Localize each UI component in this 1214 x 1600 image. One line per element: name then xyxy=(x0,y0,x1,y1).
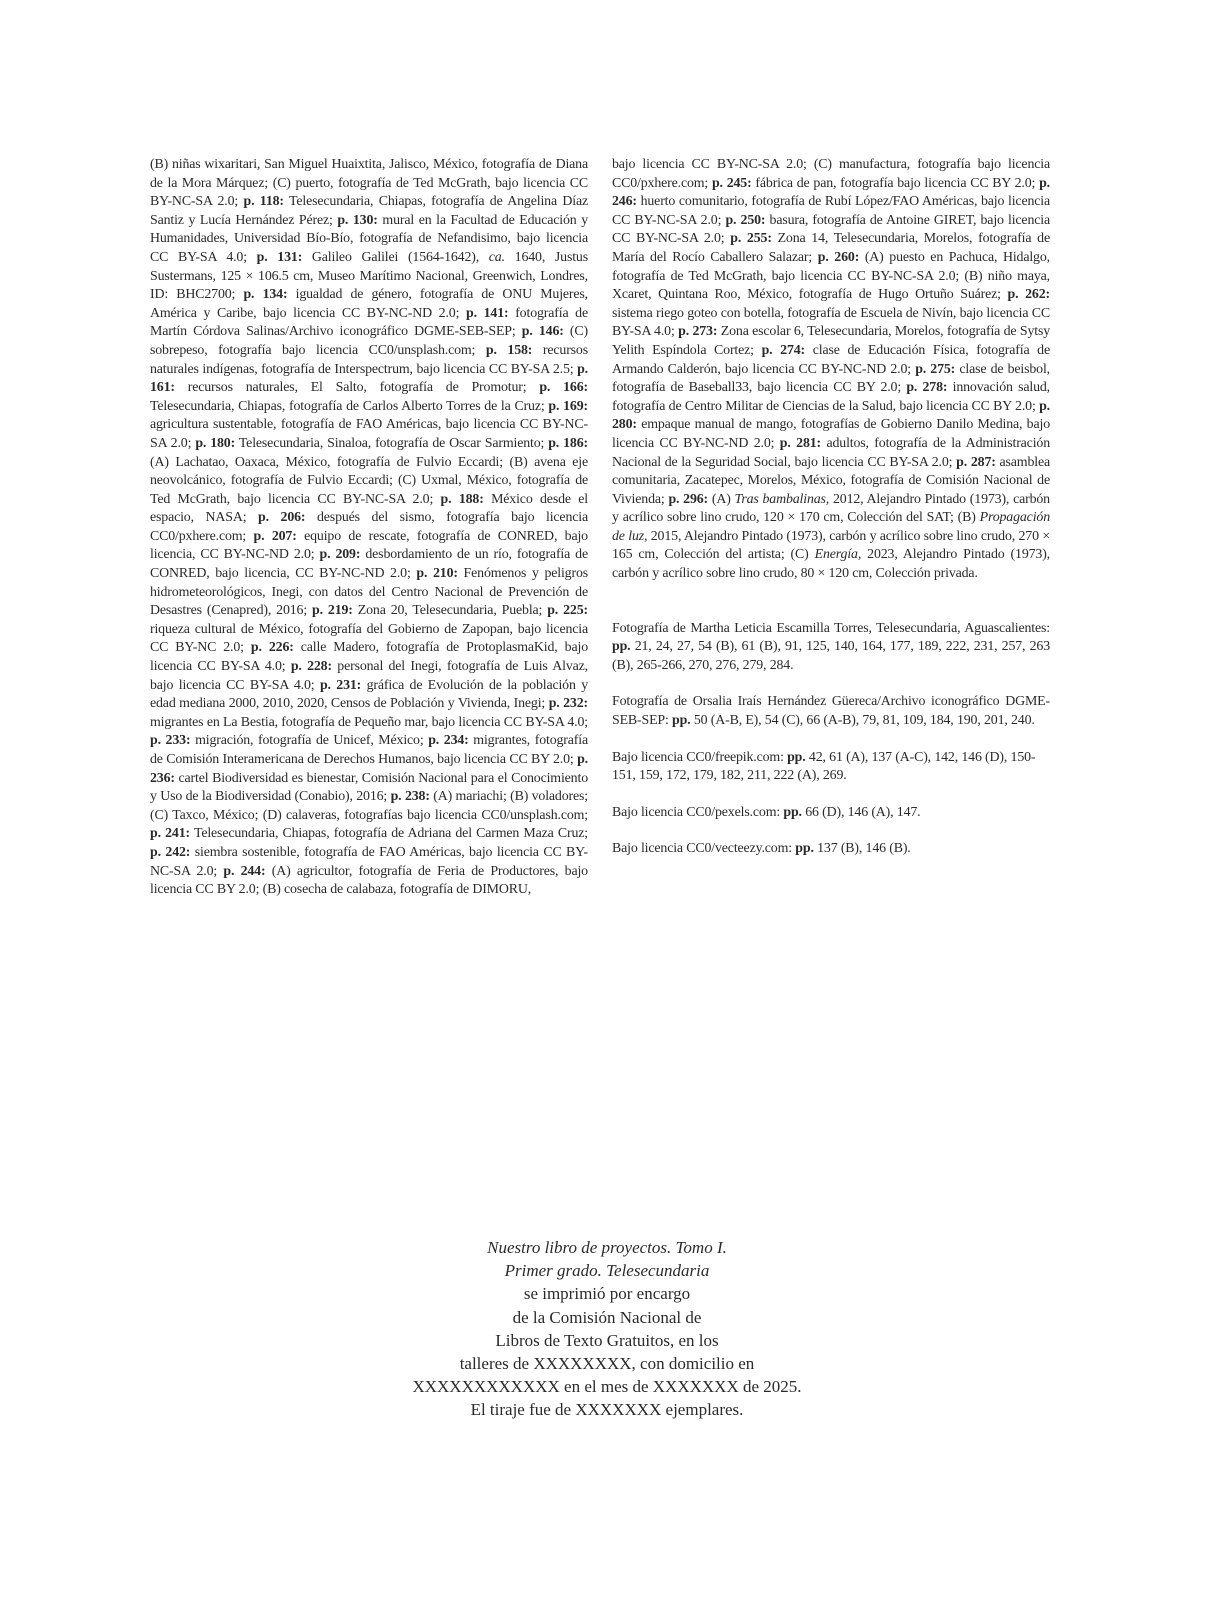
credit-text: 50 (A-B, E), 54 (C), 66 (A-B), 79, 81, 109, 184, 190, 201, 240. xyxy=(690,713,1035,729)
page-reference: p. 236: xyxy=(150,752,588,786)
page-reference: p. 131: xyxy=(256,249,303,265)
credit-text: gráfica de Evolución de la población y edad mediana 2000, 2010, 2020, Censos de Población y Vivienda, Inegi; xyxy=(150,677,589,712)
page-reference: p. 274: xyxy=(761,342,806,358)
credit-text: Fotografía de Orsalia Iraís Hernández Güereca/Archivo iconográfico DGME-SEB-SEP: xyxy=(612,694,1050,729)
page-reference: p. 234: xyxy=(428,733,469,749)
credit-text: 66 (D), 146 (A), 147. xyxy=(801,804,921,820)
credit-text: huerto comunitario, fotografía de Rubí López/FAO Américas, bajo licencia CC BY-NC-SA 2.0; xyxy=(612,194,1050,228)
page-reference: p. 250: xyxy=(725,212,766,228)
page-reference: pp. xyxy=(795,841,814,857)
credit-text: desbordamiento de un río, fotografía de CONRED, bajo licencia, CC BY-NC-ND 2.0; xyxy=(150,547,588,582)
colophon-subtitle: Primer grado. Telesecundaria xyxy=(504,1261,710,1281)
italic-text: Tras bambalinas, xyxy=(734,491,830,507)
credit-text: igualdad de género, fotografía de ONU Mujeres, América y Caribe, bajo licencia CC BY-NC-ND 2.0; xyxy=(150,287,588,321)
spacer xyxy=(612,786,1050,804)
pexels-credit xyxy=(612,804,1050,823)
credit-text: 42, 61 (A), 137 (A-C), 142, 146 (D), 150-151, 159, 172, 179, 182, 211, 222 (A), 269. xyxy=(612,749,1036,784)
page-reference: p. 281: xyxy=(779,435,822,451)
credit-text: 2015, Alejandro Pintado (1973), carbón y acrílico sobre lino crudo, 270 × 165 cm, Colección del artista; (C) xyxy=(612,528,1050,563)
page-reference: pp. xyxy=(612,639,631,655)
credits-paragraph-left xyxy=(150,156,588,900)
credit-text: personal del Inegi, fotografía de Luis Alvaz, bajo licencia CC BY-SA 4.0; xyxy=(150,659,588,693)
credit-text: cartel Biodiversidad es bienestar, Comisión Nacional para el Conocimiento y Uso de la Biodiversidad (Conabio), 2016; xyxy=(150,770,588,805)
credit-text: Telesecundaria, Chiapas, fotografía de Angelina Díaz Santiz y Lucía Hernández Pérez; xyxy=(150,194,588,228)
credits-left-column xyxy=(150,156,588,900)
page-reference: p. 232: xyxy=(548,696,588,712)
credit-text: (A) mariachi; (B) voladores; (C) Taxco, México; (D) calaveras, fotografías bajo licencia CC0/unsplash.com; xyxy=(150,789,588,823)
credit-text: 2023, Alejandro Pintado (1973), carbón y acrílico sobre lino crudo, 80 × 120 cm, Colección privada. xyxy=(612,547,1051,582)
page-reference: p. 130: xyxy=(337,212,378,228)
credit-text: clase de beisbol, fotografía de Baseball33, bajo licencia CC BY 2.0; xyxy=(612,361,1050,396)
credit-text: sistema riego goteo con botella, fotografía de Escuela de Nivín, bajo licencia CC BY-SA 4.0; xyxy=(612,305,1050,340)
spacer xyxy=(612,731,1050,749)
page-reference: p. 141: xyxy=(466,305,509,321)
page-reference: p. 241: xyxy=(150,826,190,842)
credit-text: 21, 24, 27, 54 (B), 61 (B), 91, 125, 140, 164, 177, 189, 222, 231, 257, 263 (B), 265-266, 270, 276, 279, 284. xyxy=(612,639,1050,673)
credit-text: (C) sobrepeso, fotografía bajo licencia CC0/unsplash.com; xyxy=(150,324,588,358)
colophon-print-run: El tiraje fue de XXXXXXX ejemplares. xyxy=(470,1400,744,1420)
spacer xyxy=(612,675,1050,693)
credit-text: asamblea comunitaria, Zacatepec, Morelos, México, fotografía de Comisión Nacional de Vivienda; xyxy=(612,454,1050,507)
colophon-line: de la Comisión Nacional de xyxy=(512,1307,702,1327)
page-reference: p. 260: xyxy=(817,249,860,265)
page-reference: p. 244: xyxy=(223,863,266,879)
credit-text: siembra sostenible, fotografía de FAO Américas, bajo licencia CC BY-NC-SA 2.0; xyxy=(150,844,588,879)
page-reference: p. 273: xyxy=(678,324,718,340)
credit-text: Galileo Galilei (1564-1642), xyxy=(302,249,489,265)
page-reference: p. 207: xyxy=(253,528,297,544)
credit-text: agricultura sustentable, fotografía de FAO Américas, bajo licencia CC BY-NC-SA 2.0; xyxy=(150,417,588,451)
credit-text: fotografía de Martín Córdova Salinas/Archivo iconográfico DGME-SEB-SEP; xyxy=(150,305,588,340)
credit-text: basura, fotografía de Antoine GIRET, bajo licencia CC BY-NC-SA 2.0; xyxy=(612,212,1050,247)
credit-text: 137 (B), 146 (B). xyxy=(813,841,911,857)
freepik-credit xyxy=(612,749,1050,786)
page-reference: p. 180: xyxy=(195,435,236,451)
credit-text: Telesecundaria, Chiapas, fotografía de Carlos Alberto Torres de la Cruz; xyxy=(150,398,549,414)
photo-credit-hernandez xyxy=(612,693,1050,730)
page-reference: p. 238: xyxy=(390,789,430,805)
credit-text: bajo licencia CC BY-NC-SA 2.0; (C) manufactura, fotografía bajo licencia CC0/pxhere.com; xyxy=(612,157,1050,191)
credit-text: calle Madero, fotografía de ProtoplasmaKid, bajo licencia CC BY-SA 4.0; xyxy=(150,640,588,675)
page-reference: p. 206: xyxy=(258,510,306,526)
italic-text: Energía, xyxy=(814,547,862,563)
page-reference: pp. xyxy=(783,804,802,820)
page-reference: p. 245: xyxy=(711,175,752,191)
credit-text: México desde el espacio, NASA; xyxy=(150,491,588,526)
page-reference: p. 161: xyxy=(150,361,588,396)
credit-text: Fotografía de Martha Leticia Escamilla Torres, Telesecundaria, Aguascalientes: xyxy=(612,620,1050,636)
page-reference: p. 278: xyxy=(906,380,948,396)
page-reference: p. 169: xyxy=(548,398,588,414)
italic-text: ca. xyxy=(488,249,505,265)
credit-text: equipo de rescate, fotografía de CONRED, bajo licencia, CC BY-NC-ND 2.0; xyxy=(150,528,588,563)
colophon-line: Libros de Texto Gratuitos, en los xyxy=(495,1330,719,1350)
page-reference: pp. xyxy=(672,713,691,729)
page-reference: p. 134: xyxy=(243,287,288,303)
colophon-title: Nuestro libro de proyectos. Tomo I. xyxy=(487,1238,727,1257)
credit-text: adultos, fotografía de la Administración Nacional de la Seguridad Social, bajo licencia CC BY-SA 2.0; xyxy=(612,435,1050,470)
page-reference: pp. xyxy=(787,749,806,765)
credit-text: recursos naturales, El Salto, fotografía de Promotur; xyxy=(174,380,540,396)
vecteezy-credit xyxy=(612,840,1050,859)
page-reference: p. 209: xyxy=(319,547,361,563)
credits-right-column xyxy=(612,156,1050,859)
page-reference: p. 186: xyxy=(548,435,588,451)
page-reference: p. 225: xyxy=(547,603,588,619)
colophon-line: XXXXXXXXXXXX en el mes de XXXXXXX de 2025. xyxy=(412,1377,802,1397)
photo-credit-escamilla xyxy=(612,620,1050,676)
page-reference: p. 166: xyxy=(539,380,588,396)
colophon-line: se imprimió por encargo xyxy=(523,1284,691,1304)
page-reference: p. 255: xyxy=(730,231,772,247)
credit-text: Zona escolar 6, Telesecundaria, Morelos, fotografía de Sytsy Yelith Espíndola Cortez; xyxy=(612,324,1050,358)
spacer xyxy=(612,584,1050,620)
credit-text: 2012, Alejandro Pintado (1973), carbón y acrílico sobre lino crudo, 120 × 170 cm, Colección del SAT; (B) xyxy=(612,491,1050,526)
credit-text: migración, fotografía de Unicef, México; xyxy=(190,733,429,749)
credit-text: después del sismo, fotografía bajo licencia CC0/pxhere.com; xyxy=(150,510,588,544)
credit-text: Bajo licencia CC0/vecteezy.com: xyxy=(612,841,796,857)
credit-text: Telesecundaria, Chiapas, fotografía de Adriana del Carmen Maza Cruz; xyxy=(189,826,588,842)
credit-text: 1640, Justus Sustermans, 125 × 106.5 cm, Museo Marítimo Nacional, Greenwich, Londres, ID: BHC2700; xyxy=(150,249,588,303)
page-reference: p. 246: xyxy=(612,175,1050,210)
credit-text: recursos naturales indígenas, fotografía de Interspectrum, bajo licencia CC BY-SA 2.5; xyxy=(150,342,588,377)
page-reference: p. 158: xyxy=(485,342,533,358)
credit-text: Zona 20, Telesecundaria, Puebla; xyxy=(352,603,548,619)
credit-text: (A) Lachatao, Oaxaca, México, fotografía de Fulvio Eccardi; (B) avena eje neovolcánico, fotografía de Fulvio Eccardi; (C) Uxmal, México, fotografía de Ted McGrath, bajo licencia CC BY-NC-SA 2.0; xyxy=(150,454,588,507)
page-reference: p. 146: xyxy=(521,324,564,340)
credit-text: clase de Educación Física, fotografía de Armando Calderón, bajo licencia CC BY-NC-ND 2.0; xyxy=(612,342,1050,377)
spacer xyxy=(612,822,1050,840)
credit-text: Bajo licencia CC0/pexels.com: xyxy=(612,804,784,820)
page-reference: p. 118: xyxy=(243,194,284,210)
colophon-line: talleres de XXXXXXXX, con domicilio en xyxy=(459,1354,755,1374)
credit-text: (A) puesto en Pachuca, Hidalgo, fotografía de Ted McGrath, bajo licencia CC BY-NC-SA 2.0; (B) niño maya, Xcaret, Quintana Roo, México, fotografía de Hugo Ortuño Suárez; xyxy=(612,249,1050,303)
italic-text: Propagación de luz, xyxy=(612,510,1050,544)
page-reference: p. 233: xyxy=(150,733,191,749)
page-reference: p. 228: xyxy=(290,659,332,675)
page-reference: p. 275: xyxy=(915,361,956,377)
credit-text: riqueza cultural de México, fotografía del Gobierno de Zapopan, bajo licencia CC BY-NC 2.0; xyxy=(150,621,588,656)
page-reference: p. 210: xyxy=(416,566,458,582)
page-reference: p. 242: xyxy=(150,844,191,860)
credit-text: Zona 14, Telesecundaria, Morelos, fotografía de María del Rocío Caballero Salazar; xyxy=(612,231,1050,265)
credit-text: Bajo licencia CC0/freepik.com: xyxy=(612,749,788,765)
credit-text: mural en la Facultad de Educación y Humanidades, Universidad Bío-Bío, fotografía de Nefandisimo, bajo licencia CC BY-SA 4.0; xyxy=(150,212,588,265)
page-reference: p. 226: xyxy=(250,640,294,656)
page-reference: p. 287: xyxy=(956,454,996,470)
credit-text: migrantes, fotografía de Comisión Interamericana de Derechos Humanos, bajo licencia CC BY 2.0; xyxy=(150,733,588,767)
credit-text: migrantes en La Bestia, fotografía de Pequeño mar, bajo licencia CC BY-SA 4.0; xyxy=(150,714,588,730)
page-reference: p. 296: xyxy=(668,491,709,507)
credit-text: empaque manual de mango, fotografías de Gobierno Danilo Medina, bajo licencia CC BY-NC-ND 2.0; xyxy=(612,417,1050,451)
credit-text: Telesecundaria, Sinaloa, fotografía de Oscar Sarmiento; xyxy=(235,435,549,451)
page-reference: p. 219: xyxy=(312,603,353,619)
credit-text: (A) agricultor, fotografía de Feria de Productores, bajo licencia CC BY 2.0; (B) cosecha de calabaza, fotografía de DIMORU, xyxy=(150,863,588,898)
page-reference: p. 188: xyxy=(440,491,484,507)
colophon xyxy=(350,1236,864,1422)
credit-text: (B) niñas wixaritari, San Miguel Huaixtita, Jalisco, México, fotografía de Diana de la Mora Márquez; (C) puerto, fotografía de Ted McGrath, bajo licencia CC BY-NC-SA 2.0; xyxy=(150,157,588,210)
credit-text: innovación salud, fotografía de Centro Militar de Ciencias de la Salud, bajo licencia CC BY 2.0; xyxy=(612,380,1050,414)
credit-text: (A) xyxy=(708,491,735,507)
page-reference: p. 231: xyxy=(319,677,362,693)
page-reference: p. 280: xyxy=(612,398,1050,433)
credits-paragraph-right xyxy=(612,156,1050,584)
credit-text: fábrica de pan, fotografía bajo licencia CC BY 2.0; xyxy=(751,175,1040,191)
page-reference: p. 262: xyxy=(1007,287,1050,303)
credit-text: Fenómenos y peligros hidrometeorológicos, Inegi, con datos del Centro Nacional de Prevención de Desastres (Cenapred), 2016; xyxy=(150,566,589,619)
